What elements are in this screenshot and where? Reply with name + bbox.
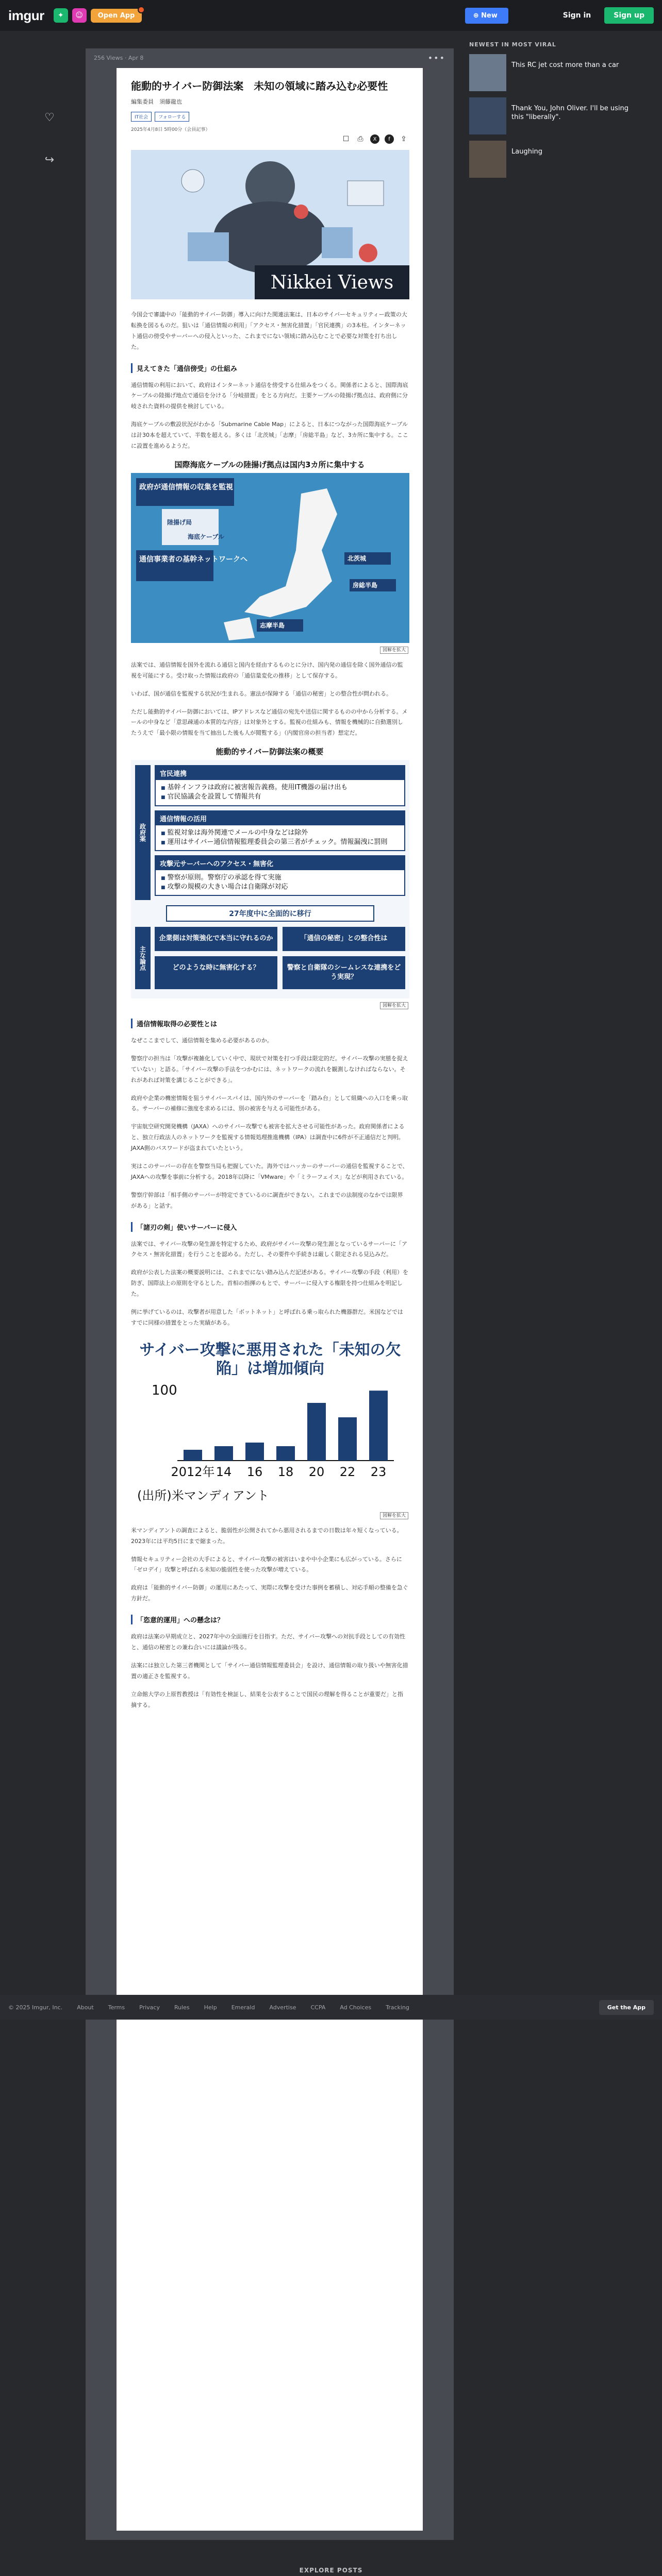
enlarge-figure-label: 図解を拡大: [380, 1512, 408, 1519]
article-paragraph: 法案では、サイバー攻撃の発生源を特定するため、政府がサイバー攻撃の発生源となっているサーバーに「アクセス・無害化措置」を行うことを認める。ただし、その要件や手続きは厳しく限定される見込みだ。: [131, 1240, 408, 1258]
follow-tag: フォローする: [155, 112, 189, 122]
facebook-share-icon: f: [385, 134, 394, 144]
x-axis-tick-label: 22: [339, 1464, 356, 1479]
article-paragraph: 情報セキュリティー会社の大手によると、サイバー攻撃の被害はいまや中小企業にも広がっている。さらに「ゼロデイ」攻撃と呼ばれる未知の脆弱性を使った攻撃が増えている。: [131, 1555, 402, 1573]
map-shape: [136, 550, 213, 581]
chart-bar: [369, 1391, 388, 1461]
footer-bar: [0, 1995, 662, 2020]
chart-bar: [214, 1446, 233, 1461]
copyright-text: © 2025 Imgur, Inc.: [8, 2004, 63, 2011]
topic-tag: IT社会: [131, 112, 152, 122]
enlarge-figure-note: [131, 1002, 408, 1008]
figure-title: 国際海底ケーブルの陸揚げ拠点は国内3カ所に集中する: [174, 460, 365, 469]
x-axis-tick-label: 2012年: [171, 1464, 215, 1479]
sidebar-thumbnail[interactable]: [469, 141, 506, 178]
japan-map: [131, 473, 409, 643]
explore-heading: EXPLORE POSTS: [299, 2567, 363, 2574]
overview-gov-row: [135, 765, 405, 900]
overview-bullet: ■ 警察が原則。警察庁の承認を得て実施: [168, 873, 400, 883]
bookmark-icon: ☐: [342, 135, 350, 143]
sidebar-post-title[interactable]: Thank You, John Oliver. I'll be using this "liberally".: [511, 105, 628, 121]
share-arrow-icon[interactable]: ↪: [44, 153, 55, 166]
section-heading: 「諸刃の剣」使いサーバーに侵入: [131, 1222, 408, 1232]
more-options-icon[interactable]: •••: [427, 53, 445, 63]
footer-link[interactable]: Terms: [108, 2004, 125, 2011]
overview-box-heading: 通信情報の活用: [156, 811, 404, 825]
sidebar-post[interactable]: [469, 54, 639, 91]
enlarge-figure-note: [131, 1512, 408, 1518]
open-app-label: Open App: [97, 11, 135, 20]
overview-issue: 警察と自衛隊のシームレスな連携をどう実現？: [283, 956, 405, 989]
article-paragraph: 警察庁幹部は「相手側のサーバーが特定できているのに調査ができない。これまでの法制度のなかでは限界がある」と話す。: [131, 1191, 403, 1209]
sign-up-button[interactable]: Sign up: [604, 7, 654, 24]
article-paragraph: ただし能動的サイバー防御においては、IPアドレスなど通信の宛先や送信に関するものの中から分析する。メールの中身など「意思疎通の本質的な内容」は対象外とする。監視の仕組みも、情報を機械的に自動選別したうえで「最小限の情報を当て抽出した後も人が閲覧する」（内閣官房の担当者）想定だ。: [131, 708, 408, 737]
overview-issues-grid: [155, 927, 405, 989]
imgur-logo[interactable]: imgur: [8, 7, 44, 23]
article-paragraph: 海底ケーブルの敷設状況がわかる「Submarine Cable Map」によると、日本につながった国際海底ケーブルは計30本を超えていて、半数を超える。多くは「北茨城」「志摩」「房総半島」など、3カ所に集中する。ここに設置を進めるようだ。: [131, 421, 408, 450]
map-label: 陸揚げ局: [167, 518, 192, 526]
print-icon: ⎙: [357, 135, 363, 143]
x-share-icon: X: [370, 134, 379, 144]
overview-bullet: ■ 運用はサイバー通信情報監理委員会の第三者がチェック。情報漏洩に罰則: [168, 838, 400, 847]
footer-link[interactable]: Help: [204, 2004, 217, 2011]
x-axis-tick-label: 16: [246, 1464, 263, 1479]
article-paragraph: 法案には独立した第三者機関として「サイバー通信情報監理委員会」を設け、通信情報の取り扱いや無害化措置の適正さを監視する。: [131, 1662, 408, 1680]
article-paragraph: 警察庁の担当は「攻撃が複雑化していく中で、現状で対策を打つ手段は限定的だ。サイバー攻撃の実態を捉えていない」と語る。「サイバー攻撃の手法をつかむには、ネットワークの流れを観測しなければならない。それがあれば対策を講じることができる」。: [131, 1055, 408, 1083]
top-nav: [0, 0, 662, 31]
cable-map-figure: [131, 473, 409, 643]
overview-box: [155, 765, 405, 806]
footer-link[interactable]: Advertise: [269, 2004, 296, 2011]
overview-box-heading: 官民連携: [156, 766, 404, 780]
new-post-label: New: [481, 11, 498, 20]
article-paragraph: 宇宙航空研究開発機構（JAXA）へのサイバー攻撃でも被害を拡大させる可能性があった。政府関係者によると、独立行政法人のネットワークを監視する情報処理推進機構（IPA）は調査中に6件が不正通信だと判明。JAXA側のパスワードが盗まれていたという。: [131, 1123, 405, 1152]
overview-box-heading: 攻撃元サーバーへのアクセス・無害化: [156, 856, 404, 870]
overview-bullet: ■ 監視対象は海外関連でメールの中身などは除外: [168, 828, 400, 838]
article-paragraph: 通信情報の利用において、政府はインターネット通信を傍受する仕組みをつくる。関係者によると、国際海底ケーブルの陸揚げ地点で通信を分ける「分岐措置」をとる方向だ。主要ケーブルの陸揚げ拠点は、政府側に分岐された資料の提供を検討している。: [131, 381, 408, 410]
map-label: 志摩半島: [260, 621, 285, 629]
overview-box-body: [156, 870, 404, 895]
chart-bar: [184, 1450, 202, 1461]
overview-side-label: 主な論点: [135, 927, 151, 989]
footer-link[interactable]: Tracking: [386, 2004, 409, 2011]
open-app-button[interactable]: [91, 9, 142, 23]
article-paragraph: 政府や企業の機密情報を狙うサイバースパイは、国内外のサーバーを「踏み台」として組織への入口を乗っ取る。サーバーの補修に強度を求めるには、別の被害を与える可能性がある。: [131, 1094, 408, 1112]
article-paragraph: 法案では、通信情報を国外を流れる通信と国内を経由するものとに分け、国内発の通信を除く国外通信の監視を可能にする。受け取った情報は政府の「通信量変化の推移」として保存する。: [131, 661, 403, 679]
chat-icon[interactable]: ☺: [72, 8, 87, 23]
sidebar-post-title[interactable]: Laughing: [511, 148, 543, 156]
overview-box: [155, 810, 405, 851]
article-paragraph: 政府は法案の早期成立と、2027年中の全面施行を目指す。ただ、サイバー攻撃への対抗手段としての有効性と、通信の秘密との兼ね合いには議論が残る。: [131, 1633, 406, 1651]
article-paragraph: なぜここまでして、通信情報を集める必要があるのか。: [131, 1037, 273, 1044]
policy-overview-figure: [131, 760, 409, 998]
article-author: 編集委員 須藤龍也: [131, 98, 182, 105]
sidebar-thumbnail[interactable]: [469, 54, 506, 91]
article-tags: [131, 112, 408, 122]
overview-side-label: 政府案: [135, 765, 151, 900]
overview-issues-row: [135, 927, 405, 989]
footer-link[interactable]: Rules: [174, 2004, 190, 2011]
map-label: 房総半島: [353, 581, 378, 589]
overview-column: [155, 765, 405, 900]
footer-link[interactable]: CCPA: [310, 2004, 326, 2011]
sidebar-post-title[interactable]: This RC jet cost more than a car: [511, 61, 619, 69]
sidebar-thumbnail[interactable]: [469, 97, 506, 134]
random-icon[interactable]: ✦: [54, 8, 68, 23]
x-axis-tick-label: 23: [370, 1464, 387, 1479]
post-actions: [40, 108, 61, 193]
sidebar-post[interactable]: [469, 97, 639, 134]
chart-title: サイバー攻撃に悪用された「未知の欠陥」は増加傾向: [139, 1341, 401, 1378]
overview-issue: どのような時に無害化する？: [155, 956, 277, 989]
overview-box-body: [156, 825, 404, 850]
overview-bullet: ■ 基幹インフラは政府に被害報告義務。使用IT機器の届け出も: [168, 783, 400, 792]
article-paragraph: いわば、国が通信を監視する状況が生まれる。憲法が保障する「通信の秘密」との整合性が問われる。: [131, 690, 392, 697]
share-icon: ⇪: [401, 135, 407, 143]
article-toolbar: [131, 134, 408, 145]
nikkei-views-banner: Nikkei Views: [255, 265, 409, 299]
article-date: 2025年4月8日 5時00分（会員記事）: [131, 127, 210, 132]
sidebar-heading: NEWEST IN MOST VIRAL: [469, 41, 556, 48]
post-meta: 256 Views · Apr 8: [94, 54, 144, 61]
overview-box-body: [156, 780, 404, 805]
new-post-button[interactable]: ⊕ New: [465, 8, 508, 24]
favorite-heart-icon[interactable]: ♡: [44, 111, 55, 124]
overview-issue: 企業側は対策強化で本当に守れるのか: [155, 927, 277, 951]
article-title: 能動的サイバー防御法案 未知の領域に踏み込む必要性: [131, 80, 388, 92]
sidebar-post[interactable]: [469, 141, 639, 178]
notification-dot: [138, 6, 145, 13]
overview-year-note: 27年度中に全面的に移行: [166, 905, 374, 922]
chart-plot: [131, 1378, 409, 1481]
map-label: 政府が通信情報の収集を監視: [139, 483, 233, 492]
overview-bullet: ■ 攻撃の規模の大きい場合は自衛隊が対応: [168, 883, 400, 892]
get-the-app-button[interactable]: Get the App: [599, 2000, 654, 2015]
x-axis-tick-label: 20: [308, 1464, 325, 1479]
post-header: [86, 48, 454, 67]
article-image: [117, 68, 423, 2531]
figure-title: 能動的サイバー防御法案の概要: [216, 747, 324, 757]
overview-bullet: ■ 官民協議会を設置して情報共有: [168, 792, 400, 802]
section-heading: 「恣意的運用」への懸念は？: [131, 1615, 408, 1624]
nav-right: [465, 7, 654, 24]
article-paragraph: 実はこのサーバーの存在を警察当局も把握していた。海外ではハッカーのサーバーの通信を監視することで、JAXAへの攻撃を事前に分析する。2018年以降に「VMware」や「ミラーフェイス」などが利用されている。: [131, 1162, 408, 1180]
footer-link[interactable]: Ad Choices: [340, 2004, 372, 2011]
map-label: 通信事業者の基幹ネットワークへ: [139, 555, 247, 564]
footer-link[interactable]: Emerald: [231, 2004, 255, 2011]
article-paragraph: 立命館大学の上原哲教授は「有効性を検証し、結果を公表することで国民の理解を得ることが重要だ」と指摘する。: [131, 1690, 403, 1708]
article-paragraph: 政府は「能動的サイバー防御」の運用にあたって、実際に攻撃を受けた事例を蓄積し、対応手順の整備を急ぐ方針だ。: [131, 1584, 408, 1602]
enlarge-figure-label: 図解を拡大: [380, 647, 408, 654]
x-axis-tick-label: 18: [277, 1464, 294, 1479]
chart-bar: [245, 1443, 264, 1461]
map-label: 北茨城: [347, 554, 367, 562]
y-axis-tick-label: 100: [152, 1382, 177, 1398]
footer-link[interactable]: Privacy: [139, 2004, 160, 2011]
map-label: 海底ケーブル: [188, 533, 224, 540]
chart-bar: [307, 1403, 326, 1461]
article-paragraph: 例に挙げているのは、攻撃者が用意した「ボットネット」と呼ばれる乗っ取られた機器群だ。米国などではすでに同様の措置をとった実績がある。: [131, 1308, 403, 1326]
section-heading: 見えてきた「通信傍受」の仕組み: [131, 363, 408, 373]
right-sidebar: [469, 41, 639, 184]
chart-bar: [276, 1446, 295, 1461]
article-paragraph: 今国会で審議中の「能動的サイバー防御」導入に向けた関連法案は、日本のサイバーセキュリティー政策の大転換を図るものだ。狙いは「通信情報の利用」「アクセス・無害化措置」「官民連携」の3本柱。インターネット通信の傍受やサーバーへの侵入といった、これまでにない領域に踏み込むことで必要な対策を打ち出した。: [131, 311, 407, 350]
article-paragraph: 政府が公表した法案の概要説明には、これまでにない踏み込んだ記述がある。サイバー攻撃の手段（利用）を防ぎ、国際法上の原則を守るとした。首相の指揮のもとで、サーバーに侵入する権限を持つ仕組みを明記した。: [131, 1269, 409, 1298]
chart-source: (出所)米マンディアント: [137, 1488, 269, 1503]
x-axis-tick-label: 14: [216, 1464, 232, 1479]
footer-link[interactable]: About: [77, 2004, 94, 2011]
chart-bar: [338, 1417, 357, 1461]
sign-in-link[interactable]: Sign in: [562, 11, 591, 20]
overview-issue: 「通信の秘密」との整合性は: [283, 927, 405, 951]
hero-illustration: [131, 150, 409, 299]
post-container: [86, 48, 454, 2540]
zero-day-chart: [131, 1336, 409, 1509]
overview-box: [155, 855, 405, 896]
enlarge-figure-label: 図解を拡大: [380, 1002, 408, 1009]
section-heading: 通信情報取得の必要性とは: [131, 1019, 408, 1028]
article-paragraph: 米マンディアントの調査によると、脆弱性が公開されてから悪用されるまでの日数は年々短くなっている。2023年には平均5日にまで縮まった。: [131, 1527, 403, 1545]
enlarge-figure-note: [131, 646, 408, 653]
article-body: [131, 310, 408, 1710]
map-shape: [136, 478, 234, 506]
